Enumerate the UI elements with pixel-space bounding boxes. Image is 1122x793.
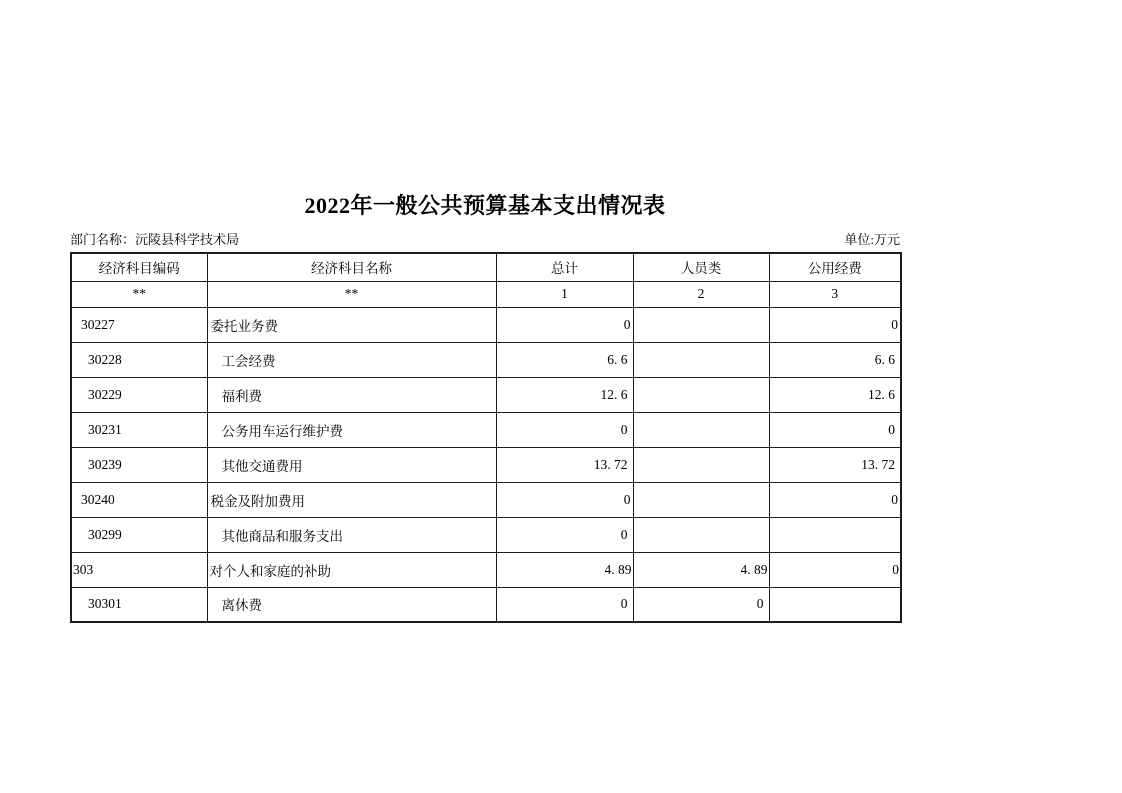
subject-name-cell: 对个人和家庭的补助 <box>207 552 496 587</box>
subject-name-cell: 委托业务费 <box>207 307 496 342</box>
table-body <box>71 307 901 622</box>
personnel-cell <box>633 447 769 482</box>
subject-name-cell: 福利费 <box>207 377 496 412</box>
department-name-label: 部门名称：沅陵县科学技术局 <box>70 232 240 247</box>
page-title: 2022年一般公共预算基本支出情况表 <box>304 193 666 218</box>
total-cell: 0 <box>496 412 633 447</box>
budget-document-page <box>70 0 900 793</box>
table-row <box>71 447 901 482</box>
personnel-cell <box>633 377 769 412</box>
total-cell: 0 <box>496 482 633 517</box>
subheader-public-funds: 3 <box>769 281 901 307</box>
public-funds-cell <box>769 517 901 552</box>
public-funds-cell: 0 <box>769 552 901 587</box>
table-row <box>71 482 901 517</box>
subject-name-cell: 公务用车运行维护费 <box>207 412 496 447</box>
subject-code-cell: 30228 <box>71 342 207 377</box>
subject-name-cell: 税金及附加费用 <box>207 482 496 517</box>
table-subheader-row <box>71 281 901 307</box>
public-funds-cell: 6. 6 <box>769 342 901 377</box>
public-funds-cell: 0 <box>769 307 901 342</box>
public-funds-cell: 12. 6 <box>769 377 901 412</box>
total-cell: 13. 72 <box>496 447 633 482</box>
subheader-personnel: 2 <box>633 281 769 307</box>
table-row <box>71 307 901 342</box>
public-funds-cell: 13. 72 <box>769 447 901 482</box>
subject-code-cell: 30229 <box>71 377 207 412</box>
header-subject-code: 经济科目编码 <box>71 253 207 281</box>
table-row <box>71 517 901 552</box>
subject-code-cell: 30240 <box>71 482 207 517</box>
subject-code-cell: 30299 <box>71 517 207 552</box>
personnel-cell: 4. 89 <box>633 552 769 587</box>
personnel-cell <box>633 307 769 342</box>
subject-name-cell: 其他交通费用 <box>207 447 496 482</box>
subject-name-cell: 离休费 <box>207 587 496 622</box>
header-public-funds: 公用经费 <box>769 253 901 281</box>
header-subject-name: 经济科目名称 <box>207 253 496 281</box>
total-cell: 0 <box>496 307 633 342</box>
total-cell: 0 <box>496 587 633 622</box>
public-funds-cell <box>769 587 901 622</box>
table-row <box>71 587 901 622</box>
subject-name-cell: 工会经费 <box>207 342 496 377</box>
personnel-cell <box>633 517 769 552</box>
subject-code-cell: 30227 <box>71 307 207 342</box>
total-cell: 12. 6 <box>496 377 633 412</box>
table-header-row <box>71 253 901 281</box>
subject-code-cell: 30301 <box>71 587 207 622</box>
personnel-cell <box>633 342 769 377</box>
personnel-cell: 0 <box>633 587 769 622</box>
subject-name-cell: 其他商品和服务支出 <box>207 517 496 552</box>
subheader-total: 1 <box>496 281 633 307</box>
header-personnel: 人员类 <box>633 253 769 281</box>
total-cell: 6. 6 <box>496 342 633 377</box>
table-row <box>71 412 901 447</box>
header-total: 总计 <box>496 253 633 281</box>
table-row <box>71 552 901 587</box>
table-row <box>71 342 901 377</box>
meta-row <box>70 229 900 248</box>
personnel-cell <box>633 482 769 517</box>
subject-code-cell: 303 <box>71 552 207 587</box>
subject-code-cell: 30239 <box>71 447 207 482</box>
personnel-cell <box>633 412 769 447</box>
unit-label: 单位:万元 <box>844 232 900 247</box>
subheader-name: ** <box>207 281 496 307</box>
total-cell: 4. 89 <box>496 552 633 587</box>
subheader-code: ** <box>71 281 207 307</box>
public-funds-cell: 0 <box>769 412 901 447</box>
table-row <box>71 377 901 412</box>
budget-table <box>70 252 902 623</box>
total-cell: 0 <box>496 517 633 552</box>
public-funds-cell: 0 <box>769 482 901 517</box>
subject-code-cell: 30231 <box>71 412 207 447</box>
